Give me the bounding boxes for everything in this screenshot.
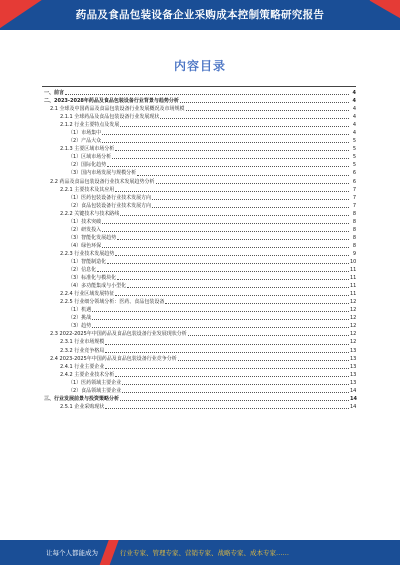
toc-entry[interactable] [42,89,356,97]
toc-leader-dots [102,142,349,143]
toc-entry-label: 2.4 2023-2025年中国药品及食品包装设备行业竞争分析 [50,355,177,362]
toc-entry-label: 一、前言 [44,90,65,96]
toc-entry-label: （2）产品大众 [68,138,102,145]
toc-entry-label: 2.3.2 行业竞争格局 [60,347,105,354]
toc-leader-dots [127,287,349,288]
toc-leader-dots [120,215,349,216]
toc-entry[interactable] [42,395,356,403]
toc-entry[interactable] [42,387,356,395]
toc-page-number: 13 [350,363,357,370]
toc-page-number: 4 [352,114,356,121]
toc-entry[interactable] [42,363,356,371]
toc-leader-dots [178,360,349,361]
toc-page-number: 4 [352,106,356,113]
toc-page-number: 14 [350,403,357,410]
toc-leader-dots [115,150,349,151]
toc-entry[interactable] [42,371,356,379]
toc-entry-label: 2.2.2 关键技术与技术路线 [60,210,120,217]
toc-entry-label: （2）研发投入 [68,226,102,233]
toc-entry[interactable] [42,218,356,226]
toc-entry[interactable] [42,347,356,355]
toc-leader-dots [92,327,349,328]
toc-leader-dots [120,126,349,127]
toc-leader-dots [115,191,349,192]
toc-page-number: 6 [352,170,356,177]
toc-entry[interactable] [42,330,356,338]
toc-leader-dots [156,183,349,184]
toc-leader-dots [102,247,349,248]
toc-page-number: 12 [350,299,357,306]
toc-entry[interactable] [42,403,356,411]
toc-entry-label: （1）市场集中 [68,130,102,137]
toc-entry-label: （1）医药领域主要企业 [68,379,122,386]
toc-entry[interactable] [42,210,356,218]
toc-entry-label: 2.2.1 主要技术及其应用 [60,186,115,193]
toc-page-number: 13 [350,371,357,378]
toc-leader-dots [107,166,349,167]
toc-page-number: 14 [350,395,357,402]
toc-entry[interactable] [42,178,356,186]
toc-leader-dots [122,384,349,385]
toc-entry-label: 2.2.3 行业技术发展趋势 [60,250,115,257]
toc-entry[interactable] [42,355,356,363]
toc-leader-dots [105,368,349,369]
toc-leader-dots [115,255,349,256]
toc-entry-label: （1）医药包装设备行业技术发展方向 [68,194,152,201]
toc-entry-label: 2.2 药品及食品包装设备行业技术发展趋势分析 [50,178,155,185]
toc-page-number: 12 [350,323,357,330]
toc-leader-dots [117,239,349,240]
toc-page-number: 11 [350,275,357,282]
toc-page-number: 4 [352,130,356,137]
toc-page-number: 13 [350,355,357,362]
toc-entry-label: 2.1.2 行业主要特点及发展 [60,122,120,129]
toc-entry[interactable] [42,306,356,314]
toc-entry[interactable] [42,97,356,105]
toc-entry-label: 2.1.3 主要区域市场分析 [60,146,115,153]
toc-heading: 内容目录 [173,59,226,73]
toc-leader-dots [122,392,349,393]
toc-list [42,89,356,411]
toc-page-number: 12 [350,339,357,346]
toc-entry-label: （1）技术突破 [68,218,102,225]
toc-leader-dots [112,158,349,159]
toc-page-number: 11 [350,291,357,298]
toc-page-number: 8 [352,234,356,241]
toc-entry-label: （2）挑战 [68,315,92,322]
toc-top-rule [42,86,356,87]
toc-leader-dots [137,175,349,176]
toc-entry-label: 2.3.1 行业市场规模 [60,339,105,346]
toc-page-number: 5 [352,162,356,169]
toc-leader-dots [92,311,349,312]
toc-entry-label: 三、行业发展前景与投资策略分析 [44,395,120,402]
toc-entry[interactable] [42,145,356,153]
toc-page-number: 6 [352,178,356,185]
toc-page-number: 12 [350,315,357,322]
toc-entry-label: 2.5.1 企业采购现状 [60,403,105,410]
toc-page-number: 7 [352,194,356,201]
footer-expert-list: 行业专家、管理专家、营销专家、战略专家、成本专家…… [120,549,289,557]
toc-entry-label: （2）信息化 [68,267,97,274]
toc-page-number: 5 [352,138,356,145]
toc-leader-dots [165,303,349,304]
toc-leader-dots [115,376,349,377]
toc-page-number: 12 [350,331,357,338]
toc-page-number: 7 [352,202,356,209]
toc-entry[interactable] [42,282,356,290]
toc-entry[interactable] [42,234,356,242]
toc-page-number: 13 [350,379,357,386]
toc-leader-dots [102,223,349,224]
toc-entry[interactable] [42,202,356,210]
toc-leader-dots [188,335,349,336]
toc-entry[interactable] [42,169,356,177]
toc-entry[interactable] [42,258,356,266]
toc-entry-label: （3）标准化与模块化 [68,275,117,282]
toc-entry-label: 2.1.1 全球药品及食品包装设备行业发展现状 [60,114,160,121]
toc-page-number: 13 [350,347,357,354]
toc-page-number: 11 [350,267,357,274]
toc-entry[interactable] [42,194,356,202]
toc-leader-dots [120,400,349,401]
toc-entry[interactable] [42,322,356,330]
toc-entry[interactable] [42,137,356,145]
footer-red-slash [98,540,120,565]
toc-entry-label: （1）智能制造化 [68,258,107,265]
toc-entry-label: （1）区域市场分析 [68,154,112,161]
footer-band [0,540,400,565]
toc-leader-dots [180,102,349,103]
footer-slogan: 让每个人都能成为 [46,549,98,557]
toc-entry-label: （1）机遇 [68,307,92,314]
toc-page-number: 12 [350,307,357,314]
toc-leader-dots [65,94,349,95]
toc-page-number: 4 [352,90,356,96]
toc-leader-dots [102,134,349,135]
toc-page-number: 10 [350,258,357,265]
toc-leader-dots [105,352,349,353]
toc-entry-label: （4）多功能集成与小型化 [68,283,127,290]
toc-entry[interactable] [42,153,356,161]
toc-entry[interactable] [42,242,356,250]
toc-entry[interactable] [42,121,356,129]
toc-entry-label: （3）国内市场发展与规模分析 [68,170,137,177]
toc-page-number: 7 [352,186,356,193]
toc-entry[interactable] [42,290,356,298]
toc-entry-label: 2.4.1 行业主要企业 [60,363,105,370]
toc-page-number: 8 [352,226,356,233]
toc-page-number: 8 [352,210,356,217]
toc-page-number: 11 [350,283,357,290]
toc-leader-dots [107,263,349,264]
toc-entry[interactable] [42,338,356,346]
header-band [0,0,400,30]
toc-entry[interactable] [42,113,356,121]
toc-entry[interactable] [42,186,356,194]
toc-page-number: 8 [352,218,356,225]
toc-leader-dots [117,279,349,280]
toc-leader-dots [152,199,349,200]
toc-entry[interactable] [42,161,356,169]
toc-page-number: 5 [352,154,356,161]
toc-entry-label: （2）国际化趋势 [68,162,107,169]
toc-entry-label: 2.3 2022-2025年中国药品及食品包装设备行业发展现状分析 [50,331,187,338]
toc-entry[interactable] [42,226,356,234]
toc-leader-dots [105,344,349,345]
toc-entry-label: （2）食品包装设备行业技术发展方向 [68,202,152,209]
toc-entry[interactable] [42,314,356,322]
toc-entry-label: （3）趋势 [68,323,92,330]
toc-leader-dots [102,231,349,232]
toc-leader-dots [97,271,349,272]
toc-leader-dots [105,408,349,409]
toc-entry[interactable] [42,105,356,113]
toc-entry[interactable] [42,250,356,258]
toc-page-number: 4 [352,98,356,105]
toc-entry[interactable] [42,129,356,137]
toc-entry-label: （4）绿色环保 [68,242,102,249]
toc-entry-label: 2.4.2 主要企业技术分析 [60,371,115,378]
toc-leader-dots [186,110,349,111]
toc-page-number: 9 [352,250,356,257]
toc-leader-dots [92,319,349,320]
toc-entry[interactable] [42,266,356,274]
toc-entry[interactable] [42,274,356,282]
toc-page-number: 8 [352,242,356,249]
toc-page-number: 5 [352,146,356,153]
report-title: 药品及食品包装设备企业采购成本控制策略研究报告 [75,9,325,21]
toc-leader-dots [115,295,349,296]
toc-entry-label: 二、2023-2028年药品及食品包装设备行业背景与趋势分析 [44,98,179,105]
toc-leader-dots [160,118,349,119]
toc-entry[interactable] [42,379,356,387]
toc-leader-dots [152,207,349,208]
toc-entry-label: （3）智能化发展趋势 [68,234,117,241]
table-of-contents [42,86,356,411]
toc-entry[interactable] [42,298,356,306]
toc-page-number: 14 [350,387,357,394]
toc-entry-label: 2.2.4 行业区域发展特征 [60,291,115,298]
toc-entry-label: （2）食品领域主要企业 [68,387,122,394]
toc-entry-label: 2.2.5 行业细分领域分析：医药、食品包装设备 [60,299,165,306]
toc-page-number: 4 [352,122,356,129]
toc-entry-label: 2.1 全球及中国药品及食品包装设备行业发展概况及市场规模 [50,106,185,113]
